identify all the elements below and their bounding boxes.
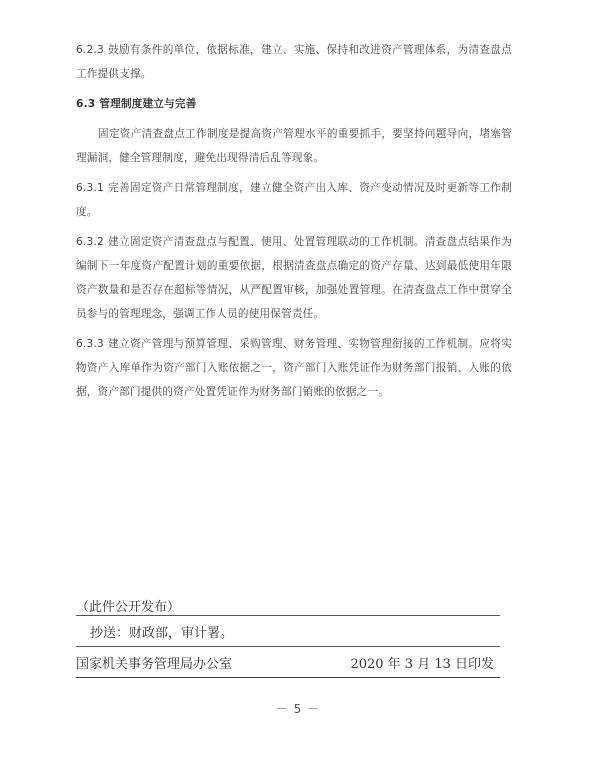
clause-number: 6.2.3 [76,44,104,56]
section-heading-6-3 [76,92,512,116]
paragraph-6-3-intro [76,122,512,170]
cc-row [76,615,500,647]
clause-text: 完善固定资产日常管理制度，建立健全资产出入库、资产变动情况及时更新等工作制度。 [76,182,512,218]
clause-number: 6.3.1 [76,182,104,194]
document-body [76,38,512,404]
page-number: － 5 － [275,702,321,716]
paragraph-6-3-2 [76,230,512,326]
paragraph-6-3-1 [76,176,512,224]
clause-text: 建立固定资产清查盘点与配置、使用、处置管理联动的工作机制。清查盘点结果作为编制下一年度资产配置计划的重要依据，根据清查盘点确定的资产存量、达到最低使用年限资产数量和是否存在超标等情况，从严配置审核，加强处置管理。在清查盘点工作中贯穿全员参与的管理理念，强调工作人员的使用保管责任。 [76,236,512,320]
paragraph-6-3-3 [76,332,512,404]
clause-number: 6.3.3 [76,338,104,350]
intro-text: 固定资产清查盘点工作制度是提高资产管理水平的重要抓手，要坚持问题导向，堵塞管理漏洞，健全管理制度，避免出现得清后乱等现象。 [76,128,512,164]
clause-text: 鼓励有条件的单位，依据标准，建立、实施、保持和改进资产管理体系，为清查盘点工作提供支撑。 [76,44,512,80]
clause-number: 6.3.2 [76,236,104,248]
issue-date: 2020 年 3 月 13 日印发 [350,657,494,672]
cc-recipients: 抄送：财政部，审计署。 [90,626,234,641]
section-title: 管理制度建立与完善 [99,98,197,110]
paragraph-6-2-3 [76,38,512,86]
issuing-office: 国家机关事务管理局办公室 [76,657,233,672]
public-release-note: （此件公开发布） [76,600,181,615]
section-number: 6.3 [76,98,96,110]
issue-row [76,648,500,678]
clause-text: 建立资产管理与预算管理、采购管理、财务管理、实物管理衔接的工作机制。应将实物资产入库单作为资产部门入账依据之一，资产部门入账凭证作为财务部门报销、入账的依据，资产部门提供的资产处置凭证作为财务部门销账的依据之一。 [76,338,512,398]
